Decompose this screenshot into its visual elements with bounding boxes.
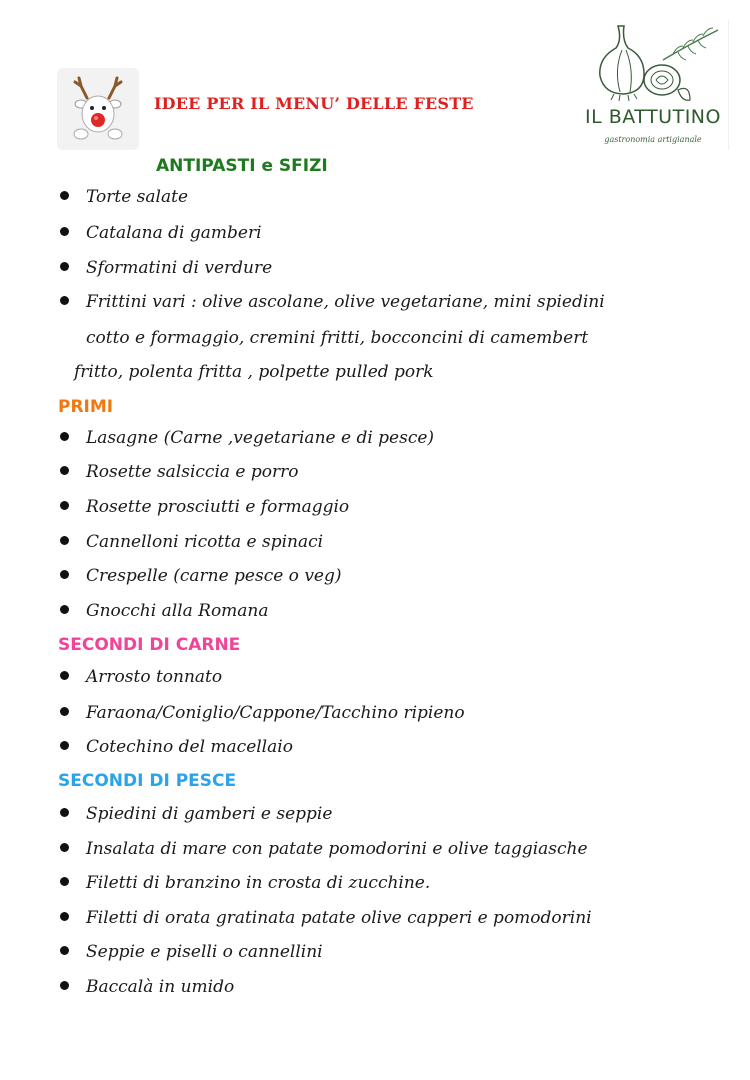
item-text: Frittini vari : olive ascolane, olive vegetariane, mini spiedini [86, 292, 605, 312]
bullet-icon [60, 262, 69, 271]
list-item [60, 532, 323, 552]
list-item [60, 942, 323, 962]
garlic-illustration [578, 20, 728, 106]
item-text: Cotechino del macellaio [86, 737, 293, 757]
bullet-icon [60, 605, 69, 614]
reindeer-icon [57, 68, 139, 150]
list-item [60, 737, 293, 757]
list-item [60, 873, 430, 893]
bullet-icon [60, 741, 69, 750]
list-item [60, 566, 342, 586]
list-item [60, 187, 188, 207]
list-item [60, 703, 465, 723]
list-item [60, 804, 332, 824]
list-item [60, 223, 262, 243]
item-text: Arrosto tonnato [86, 667, 223, 687]
list-item [60, 977, 234, 997]
item-text: Baccalà in umido [86, 977, 235, 997]
bullet-icon [60, 707, 69, 716]
item-text: Rosette prosciutti e formaggio [86, 497, 350, 517]
item-text: Catalana di gamberi [86, 223, 262, 243]
list-item [60, 258, 272, 278]
bullet-icon [60, 946, 69, 955]
item-text: Gnocchi alla Romana [86, 601, 269, 621]
section-heading-secondi-carne: SECONDI DI CARNE [58, 635, 241, 655]
item-text: Crespelle (carne pesce o veg) [86, 566, 342, 586]
item-text: Filetti di orata gratinata patate olive capperi e pomodorini [86, 908, 592, 928]
item-text: Seppie e piselli o cannellini [86, 942, 323, 962]
page-title: IDEE PER IL MENU’ DELLE FESTE [154, 94, 474, 113]
bullet-icon [60, 877, 69, 886]
section-heading-primi: PRIMI [58, 397, 114, 417]
section-heading-antipasti: ANTIPASTI e SFIZI [156, 156, 328, 176]
bullet-icon [60, 912, 69, 921]
list-item [60, 908, 592, 928]
item-text: Sformatini di verdure [86, 258, 273, 278]
list-item [60, 839, 588, 859]
bullet-icon [60, 501, 69, 510]
bullet-icon [60, 671, 69, 680]
list-item [60, 601, 269, 621]
bullet-icon [60, 808, 69, 817]
bullet-icon [60, 191, 69, 200]
brand-tagline: gastronomia artigianale [604, 135, 702, 144]
bullet-icon [60, 432, 69, 441]
item-text: Insalata di mare con patate pomodorini e olive taggiasche [86, 839, 588, 859]
list-item [60, 292, 605, 312]
bullet-icon [60, 296, 69, 305]
item-text: Faraona/Coniglio/Cappone/Tacchino ripieno [86, 703, 465, 723]
list-item [60, 667, 222, 687]
bullet-icon [60, 466, 69, 475]
list-item [60, 428, 434, 448]
bullet-icon [60, 570, 69, 579]
section-heading-secondi-pesce: SECONDI DI PESCE [58, 771, 237, 791]
item-text: Spiedini di gamberi e seppie [86, 804, 333, 824]
item-text: Cannelloni ricotta e spinaci [86, 532, 324, 552]
list-item [60, 497, 349, 517]
list-item [60, 462, 299, 482]
bullet-icon [60, 843, 69, 852]
item-continuation: cotto e formaggio, cremini fritti, bocconcini di camembert [86, 328, 589, 348]
bullet-icon [60, 227, 69, 236]
item-text: Torte salate [86, 187, 188, 207]
item-continuation: fritto, polenta fritta , polpette pulled pork [74, 362, 434, 382]
item-text: Lasagne (Carne ,vegetariane e di pesce) [86, 428, 435, 448]
brand-name: IL BATTUTINO [585, 106, 721, 128]
brand-logo [578, 20, 729, 150]
item-text: Rosette salsiccia e porro [86, 462, 299, 482]
item-text: Filetti di branzino in crosta di zucchine. [86, 873, 431, 893]
bullet-icon [60, 536, 69, 545]
bullet-icon [60, 981, 69, 990]
